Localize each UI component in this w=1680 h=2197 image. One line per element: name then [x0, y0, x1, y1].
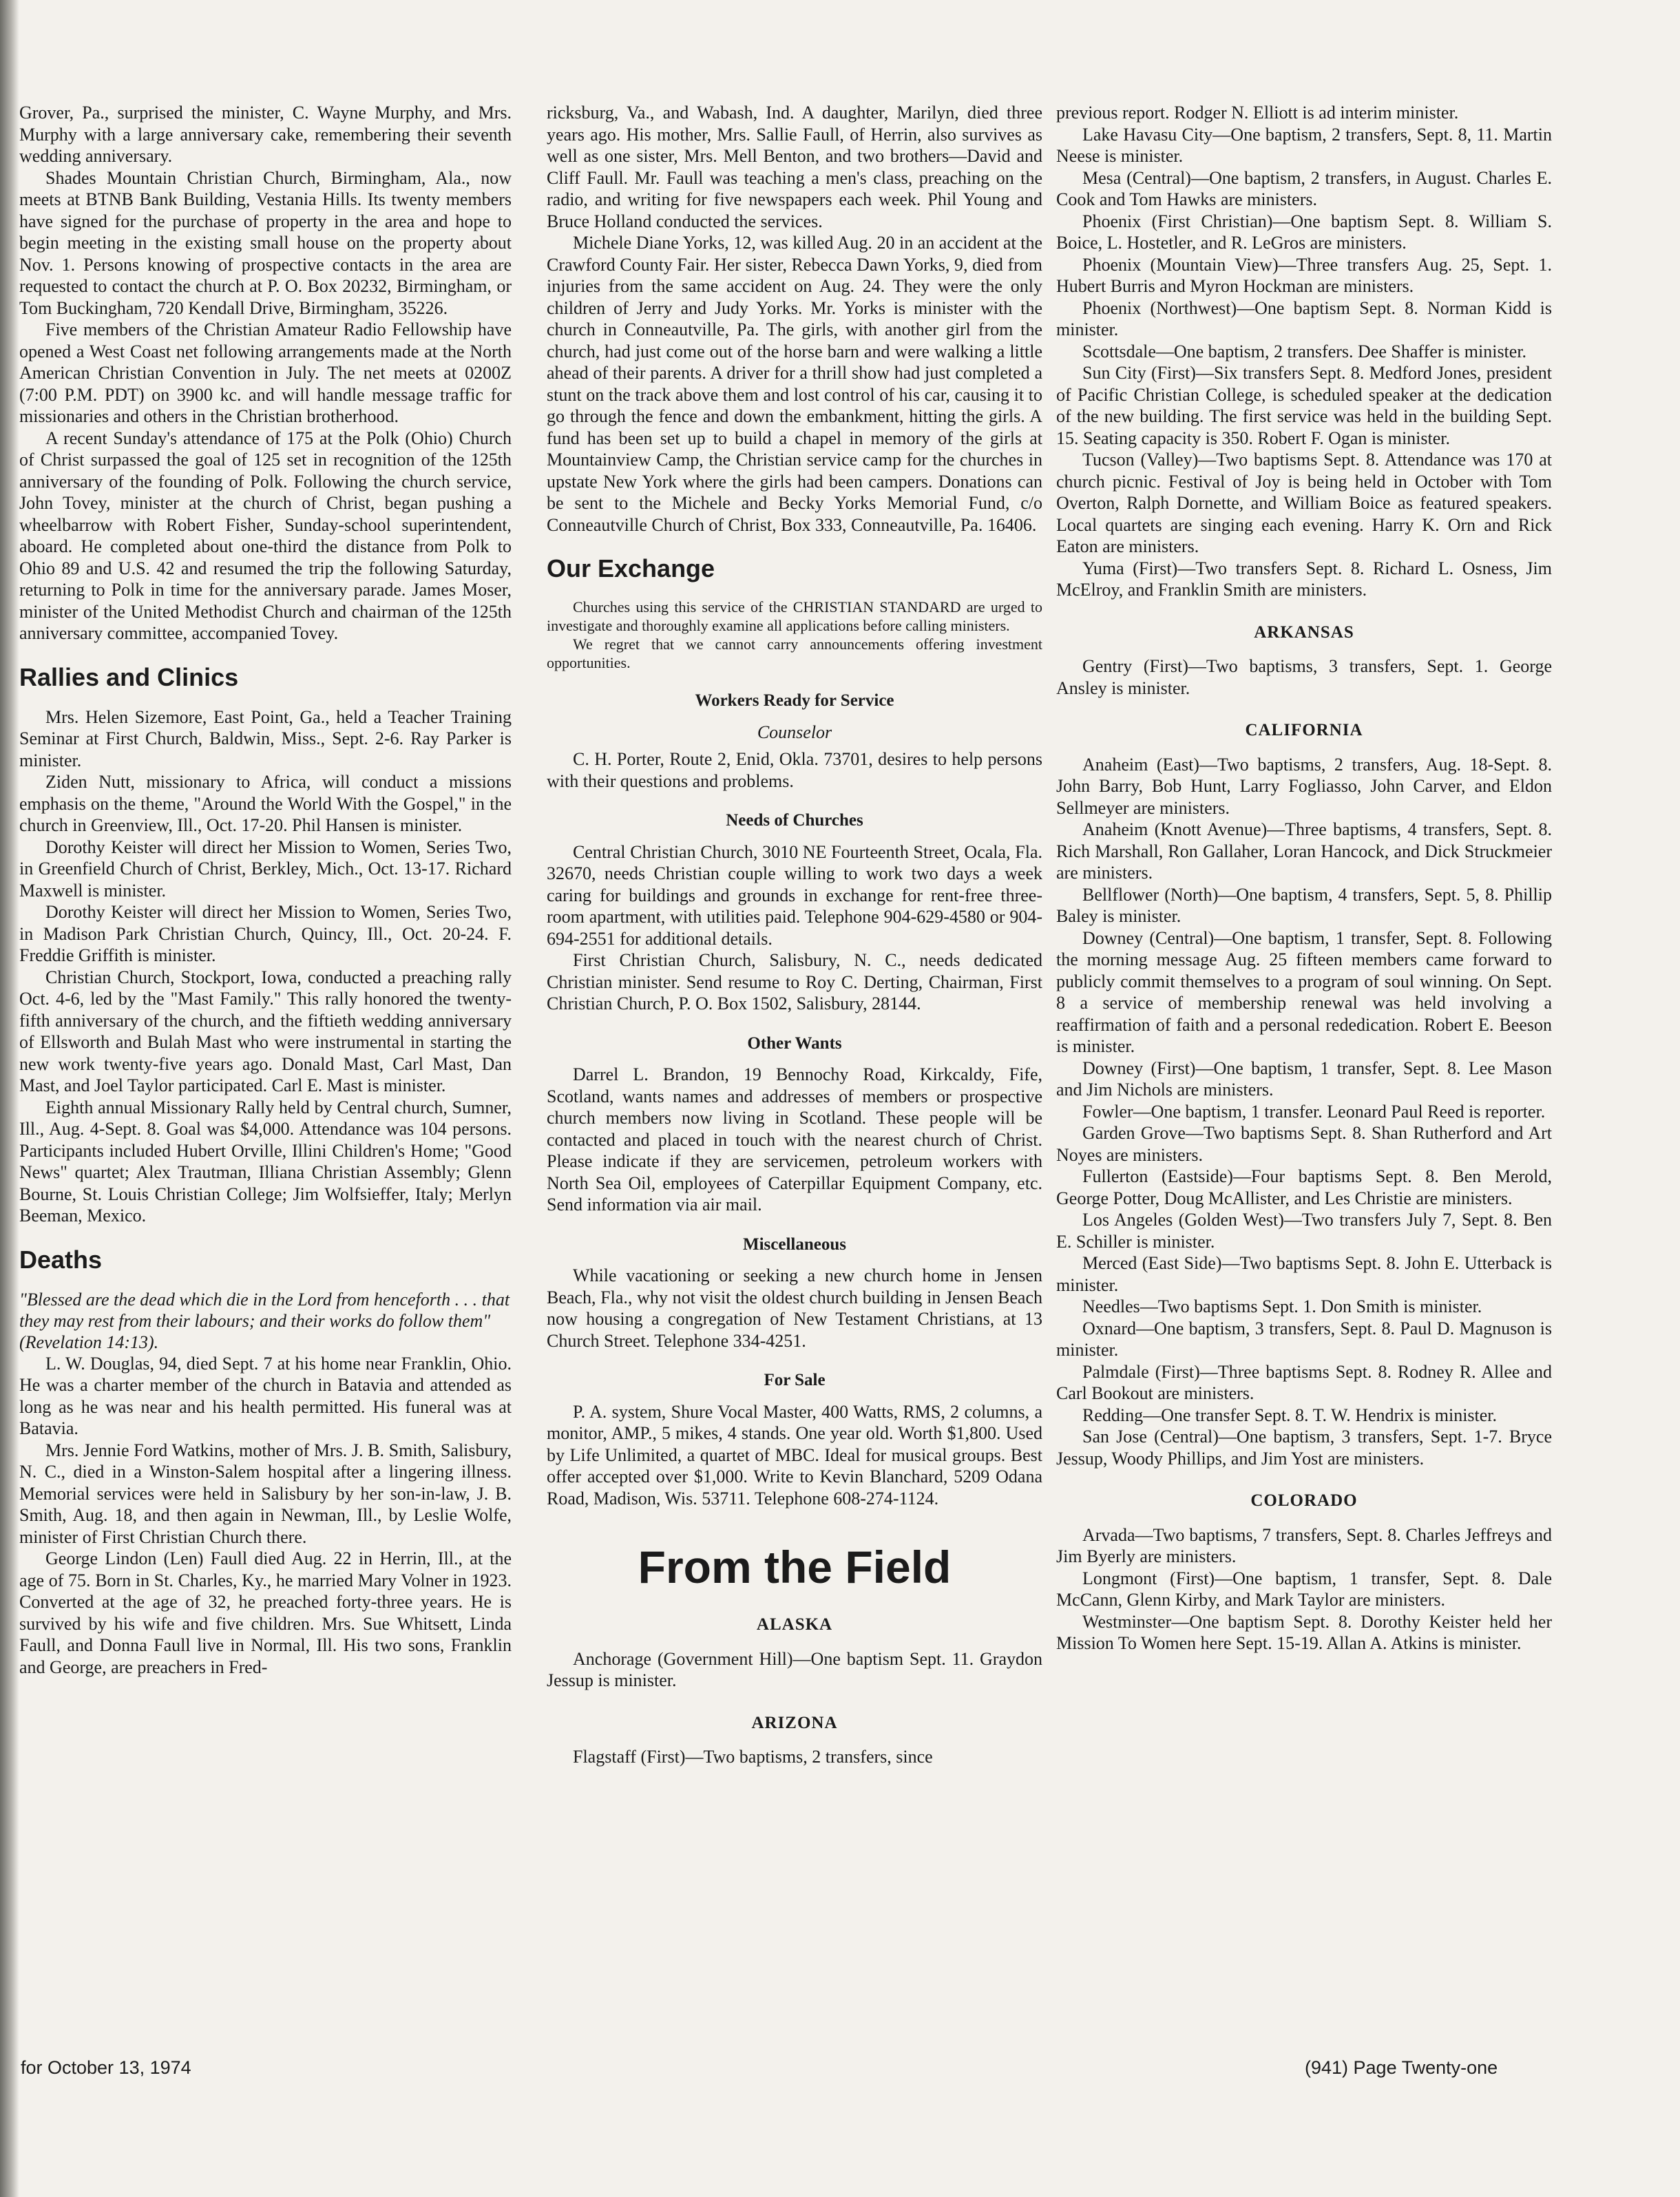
paragraph: C. H. Porter, Route 2, Enid, Okla. 73701, desires to help persons with their questions and problems. — [547, 749, 1042, 791]
paragraph: Sun City (First)—Six transfers Sept. 8. Medford Jones, president of Pacific Christian College, is scheduled speaker at the dedication of the new building. The first service was held in the building Sept. 15. Seating capacity is 350. Robert F. Ogan is minister. — [1056, 363, 1552, 448]
column-left — [19, 102, 512, 1678]
paragraph: Fowler—One baptism, 1 transfer. Leonard Paul Reed is reporter. — [1082, 1101, 1546, 1122]
paragraph: Downey (Central)—One baptism, 1 transfer, Sept. 8. Following the morning message Aug. 25 fifteen members came forward to publicly commit themselves to a program of soul winning. On Sept. 8 a service of membership renewal was held involving a reaffirmation of faith and a personal rededication. Robert E. Beeson is minister. — [1056, 927, 1552, 1056]
paragraph: While vacationing or seeking a new church home in Jensen Beach, Fla., why not visit the oldest church building in Jensen Beach now housing a congregation of New Testament Christians, at 13 Church Street. Telephone 334-4251. — [547, 1265, 1042, 1351]
paragraph: Mrs. Helen Sizemore, East Point, Ga., held a Teacher Training Seminar at First Church, Baldwin, Miss., Sept. 2-6. Ray Parker is minister. — [19, 706, 512, 770]
paragraph: Arvada—Two baptisms, 7 transfers, Sept. 8. Charles Jeffreys and Jim Byerly are ministers. — [1056, 1524, 1552, 1566]
paragraph: Grover, Pa., surprised the minister, C. Wayne Murphy, and Mrs. Murphy with a large anniversary cake, remembering their seventh wedding anniversary. — [19, 103, 512, 166]
subheading-needs: Needs of Churches — [726, 811, 863, 830]
paragraph: Central Christian Church, 3010 NE Fourteenth Street, Ocala, Fla. 32670, needs Christian couple willing to work two days a week caring for buildings and grounds in exchange for rent-free three-room apartment, with utilities paid. Telephone 904-629-4580 or 904-694-2551 for additional details. — [547, 841, 1042, 949]
paragraph: San Jose (Central)—One baptism, 3 transfers, Sept. 1-7. Bryce Jessup, Woody Phillips, and Jim Yost are ministers. — [1056, 1427, 1552, 1469]
paragraph: Los Angeles (Golden West)—Two transfers July 7, Sept. 8. Ben E. Schiller is minister. — [1056, 1210, 1552, 1252]
paragraph: Redding—One transfer Sept. 8. T. W. Hendrix is minister. — [1082, 1405, 1498, 1425]
paragraph: Phoenix (Mountain View)—Three transfers Aug. 25, Sept. 1. Hubert Burris and Myron Hockman are ministers. — [1056, 254, 1552, 296]
paragraph: Fullerton (Eastside)—Four baptisms Sept. 8. Ben Merold, George Potter, Doug McAllister, and Les Christie are ministers. — [1056, 1166, 1552, 1208]
from-the-field-title: From the Field — [638, 1542, 952, 1592]
paragraph: Phoenix (Northwest)—One baptism Sept. 8. Norman Kidd is minister. — [1056, 297, 1552, 339]
paragraph: Merced (East Side)—Two baptisms Sept. 8. John E. Utterback is minister. — [1056, 1253, 1552, 1295]
subheading-miscellaneous: Miscellaneous — [743, 1234, 846, 1254]
state-heading-alaska: ALASKA — [756, 1615, 833, 1634]
column-middle — [547, 102, 1042, 1768]
page-gutter-shadow — [0, 0, 19, 2197]
state-heading-california: CALIFORNIA — [1245, 721, 1363, 739]
paragraph: Dorothy Keister will direct her Mission to Women, Series Two, in Madison Park Christian Church, Quincy, Ill., Oct. 20-24. F. Freddie Griffith is minister. — [19, 902, 512, 965]
paragraph: Eighth annual Missionary Rally held by Central church, Sumner, Ill., Aug. 4-Sept. 8. Goal was $4,000. Attendance was 104 persons. Participants included Hubert Orville, Illini Children's Home; "Good News" quartet; Alex Trautman, Illiana Christian Assembly; Glenn Bourne, St. Louis Christian College; Jim Wolfsieffer, Italy; Merlyn Beeman, Mexico. — [19, 1097, 512, 1226]
paragraph: Ziden Nutt, missionary to Africa, will conduct a missions emphasis on the theme, "Around the World With the Gospel," in the church in Greenview, Ill., Oct. 17-20. Phil Hansen is minister. — [19, 772, 512, 835]
paragraph: A recent Sunday's attendance of 175 at the Polk (Ohio) Church of Christ surpassed the goal of 125 set in recognition of the 125th anniversary of the founding of Polk. Following the church service, John Tovey, minister at the church of Christ, began pushing a wheelbarrow with Robert Fisher, Sunday-school superintendent, aboard. He completed about one-third the distance from Polk to Ohio 89 and U.S. 42 and resumed the trip the following Saturday, returning to Polk in time for the anniversary parade. James Moser, minister of the United Methodist Church and chairman of the 125th anniversary committee, accompanied Tovey. — [19, 428, 512, 643]
footer-page-number: (941) Page Twenty-one — [1305, 2057, 1498, 2078]
state-heading-arkansas: ARKANSAS — [1254, 622, 1354, 642]
subheading-other-wants: Other Wants — [747, 1033, 842, 1053]
subheading-for-sale: For Sale — [764, 1371, 826, 1389]
subheading-counselor: Counselor — [757, 722, 832, 742]
paragraph: Garden Grove—Two baptisms Sept. 8. Shan Rutherford and Art Noyes are ministers. — [1056, 1123, 1552, 1165]
paragraph: ricksburg, Va., and Wabash, Ind. A daughter, Marilyn, died three years ago. His mother, Mrs. Sallie Faull, of Herrin, also survives as well as one sister, Mrs. Mell Benton, and two brothers—David and Cliff Faull. Mr. Faull was teaching a men's class, preaching on the radio, and writing for five newspapers each week. Phil Young and Bruce Holland conducted the services. — [547, 103, 1042, 231]
paragraph: Lake Havasu City—One baptism, 2 transfers, Sept. 8, 11. Martin Neese is minister. — [1056, 124, 1552, 166]
paragraph: George Lindon (Len) Faull died Aug. 22 in Herrin, Ill., at the age of 75. Born in St. Charles, Ky., he married Mary Volner in 1923. Converted at the age of 32, he preached forty-three years. He is survived by his wife and five children. Mrs. Sue Whitsett, Linda Faull, and Donna Faull live in Normal, Ill. His two sons, Franklin and George, are preachers in Fred- — [19, 1548, 512, 1677]
paragraph: Oxnard—One baptism, 3 transfers, Sept. 8. Paul D. Magnuson is minister. — [1056, 1318, 1552, 1360]
state-heading-arizona: ARIZONA — [751, 1713, 838, 1732]
footer-issue-date: for October 13, 1974 — [21, 2057, 191, 2078]
paragraph: First Christian Church, Salisbury, N. C., needs dedicated Christian minister. Send resume to Roy C. Derting, Chairman, First Christian Church, P. O. Box 1502, Salisbury, 28144. — [547, 950, 1042, 1013]
paragraph: Anchorage (Government Hill)—One baptism Sept. 11. Graydon Jessup is minister. — [547, 1648, 1042, 1690]
paragraph: Yuma (First)—Two transfers Sept. 8. Richard L. Osness, Jim McElroy, and Franklin Smith are ministers. — [1056, 558, 1552, 600]
paragraph: Flagstaff (First)—Two baptisms, 2 transfers, since — [573, 1747, 933, 1767]
paragraph: L. W. Douglas, 94, died Sept. 7 at his home near Franklin, Ohio. He was a charter member of the church in Batavia and attended as long as he was near and his health permitted. His funeral was at Batavia. — [19, 1353, 512, 1438]
paragraph: Christian Church, Stockport, Iowa, conducted a preaching rally Oct. 4-6, led by the "Mast Family." This rally honored the twenty-fifth anniversary of the church, and the fiftieth wedding anniversary of Ellsworth and Bulah Mast who were instrumental in starting the new work twenty-five years ago. Donald Mast, Carl Mast, Dan Mast, and Joel Taylor participated. Carl E. Mast is minister. — [19, 967, 512, 1095]
notice-text: We regret that we cannot carry announcements offering investment opportunities. — [547, 635, 1042, 671]
notice-text: Churches using this service of the CHRISTIAN STANDARD are urged to investigate and thoroughly examine all applications before calling ministers. — [547, 598, 1042, 634]
subheading-workers: Workers Ready for Service — [695, 691, 894, 710]
section-heading-exchange: Our Exchange — [547, 554, 715, 582]
paragraph: Gentry (First)—Two baptisms, 3 transfers, Sept. 1. George Ansley is minister. — [1056, 656, 1552, 698]
paragraph: Five members of the Christian Amateur Radio Fellowship have opened a West Coast net following arrangements made at the North American Christian Convention in July. The net meets at 0200Z (7:00 P.M. PDT) on 3900 kc. and will handle message traffic for missionaries and others in the Christian brotherhood. — [19, 319, 512, 426]
paragraph: Michele Diane Yorks, 12, was killed Aug. 20 in an accident at the Crawford County Fair. Her sister, Rebecca Dawn Yorks, 9, died from injuries from the same accident on Aug. 24. They were the only children of Jerry and Judy Yorks. Mr. Yorks is minister with the church in Conneautville, Pa. The girls, with another girl from the church, had just come out of the horse barn and were walking a little ahead of their parents. A driver for a thrill show had just completed a stunt on the track above them and lost control of his car, causing it to go through the fence and down the embankment, hitting the girls. A fund has been set up to build a chapel in memory of the girls at Mountainview Camp, the Christian service camp for the churches in upstate New York where the girls had been campers. Donations can be sent to the Michele and Becky Yorks Memorial Fund, c/o Conneautville Church of Christ, Box 333, Conneautville, Pa. 16406. — [547, 233, 1042, 535]
section-heading-rallies: Rallies and Clinics — [19, 662, 239, 691]
paragraph: Westminster—One baptism Sept. 8. Dorothy Keister held her Mission To Women here Sept. 15-19. Allan A. Atkins is minister. — [1056, 1611, 1552, 1653]
paragraph: previous report. Rodger N. Elliott is ad interim minister. — [1056, 103, 1459, 123]
paragraph: Longmont (First)—One baptism, 1 transfer, Sept. 8. Dale McCann, Glenn Kirby, and Mark Taylor are ministers. — [1056, 1568, 1552, 1610]
section-heading-deaths: Deaths — [19, 1245, 103, 1274]
paragraph: Tucson (Valley)—Two baptisms Sept. 8. Attendance was 170 at church picnic. Festival of Joy is being held in October with Tom Overton, Ralph Dornette, and William Boice as featured speakers. Local quartets are singing each evening. Harry K. Orn and Rick Eaton are ministers. — [1056, 450, 1552, 556]
paragraph: Palmdale (First)—Three baptisms Sept. 8. Rodney R. Allee and Carl Bookout are ministers. — [1056, 1361, 1552, 1403]
paragraph: Shades Mountain Christian Church, Birmingham, Ala., now meets at BTNB Bank Building, Vestania Hills. Its twenty members have signed for the purchase of property in the area and hope to begin meeting in the existing small house on the property about Nov. 1. Persons knowing of prospective contacts in the area are requested to contact the church at P. O. Box 20232, Birmingham, or Tom Buckingham, 720 Kendall Drive, Birmingham, 35226. — [19, 167, 512, 318]
paragraph: Mesa (Central)—One baptism, 2 transfers, in August. Charles E. Cook and Tom Hawks are ministers. — [1056, 167, 1552, 209]
paragraph: Mrs. Jennie Ford Watkins, mother of Mrs. J. B. Smith, Salisbury, N. C., died in a Winston-Salem hospital after a lingering illness. Memorial services were held in Salisbury by her son-in-law, J. B. Smith, Aug. 18, and then again in Newman, Ill., by Leslie Wolfe, minister of First Christian Church there. — [19, 1440, 512, 1547]
paragraph: Downey (First)—One baptism, 1 transfer, Sept. 8. Lee Mason and Jim Nichols are ministers. — [1056, 1058, 1552, 1100]
paragraph: Anaheim (East)—Two baptisms, 2 transfers, Aug. 18-Sept. 8. John Barry, Bob Hunt, Larry Fogliasso, John Carver, and Eldon Sellmeyer are ministers. — [1056, 754, 1552, 818]
paragraph: Scottsdale—One baptism, 2 transfers. Dee Shaffer is minister. — [1082, 341, 1527, 361]
paragraph: Needles—Two baptisms Sept. 1. Don Smith is minister. — [1082, 1296, 1482, 1316]
paragraph: P. A. system, Shure Vocal Master, 400 Watts, RMS, 2 columns, a monitor, AMP., 5 mikes, 4 stands. One year old. Worth $1,800. Used by Life Unlimited, a quartet of MBC. Ideal for musical groups. Best offer accepted over $1,000. Write to Kevin Blanchard, 5209 Odana Road, Madison, Wis. 53711. Telephone 608-274-1124. — [547, 1401, 1042, 1509]
paragraph: Bellflower (North)—One baptism, 4 transfers, Sept. 5, 8. Phillip Baley is minister. — [1056, 884, 1552, 926]
column-right — [1056, 102, 1552, 1654]
paragraph: Phoenix (First Christian)—One baptism Sept. 8. William S. Boice, L. Hostetler, and R. LeGros are ministers. — [1056, 211, 1552, 253]
paragraph: Darrel L. Brandon, 19 Bennochy Road, Kirkcaldy, Fife, Scotland, wants names and addresses of members or prospective church members now living in Scotland. These people will be contacted and placed in touch with the nearest church of Christ. Please indicate if they are servicemen, petroleum workers with North Sea Oil, employees of Caterpillar Equipment Company, etc. Send information via air mail. — [547, 1064, 1042, 1215]
paragraph: Dorothy Keister will direct her Mission to Women, Series Two, in Greenfield Church of Christ, Berkley, Mich., Oct. 13-17. Richard Maxwell is minister. — [19, 837, 512, 901]
scripture-quote: "Blessed are the dead which die in the Lord from henceforth . . . that they may rest from their labours; and their works do follow them" (Revelation 14:13). — [19, 1289, 510, 1352]
state-heading-colorado: COLORADO — [1250, 1491, 1358, 1510]
paragraph: Anaheim (Knott Avenue)—Three baptisms, 4 transfers, Sept. 8. Rich Marshall, Ron Gallaher, Loran Hancock, and Dick Struckmeier are ministers. — [1056, 819, 1552, 883]
